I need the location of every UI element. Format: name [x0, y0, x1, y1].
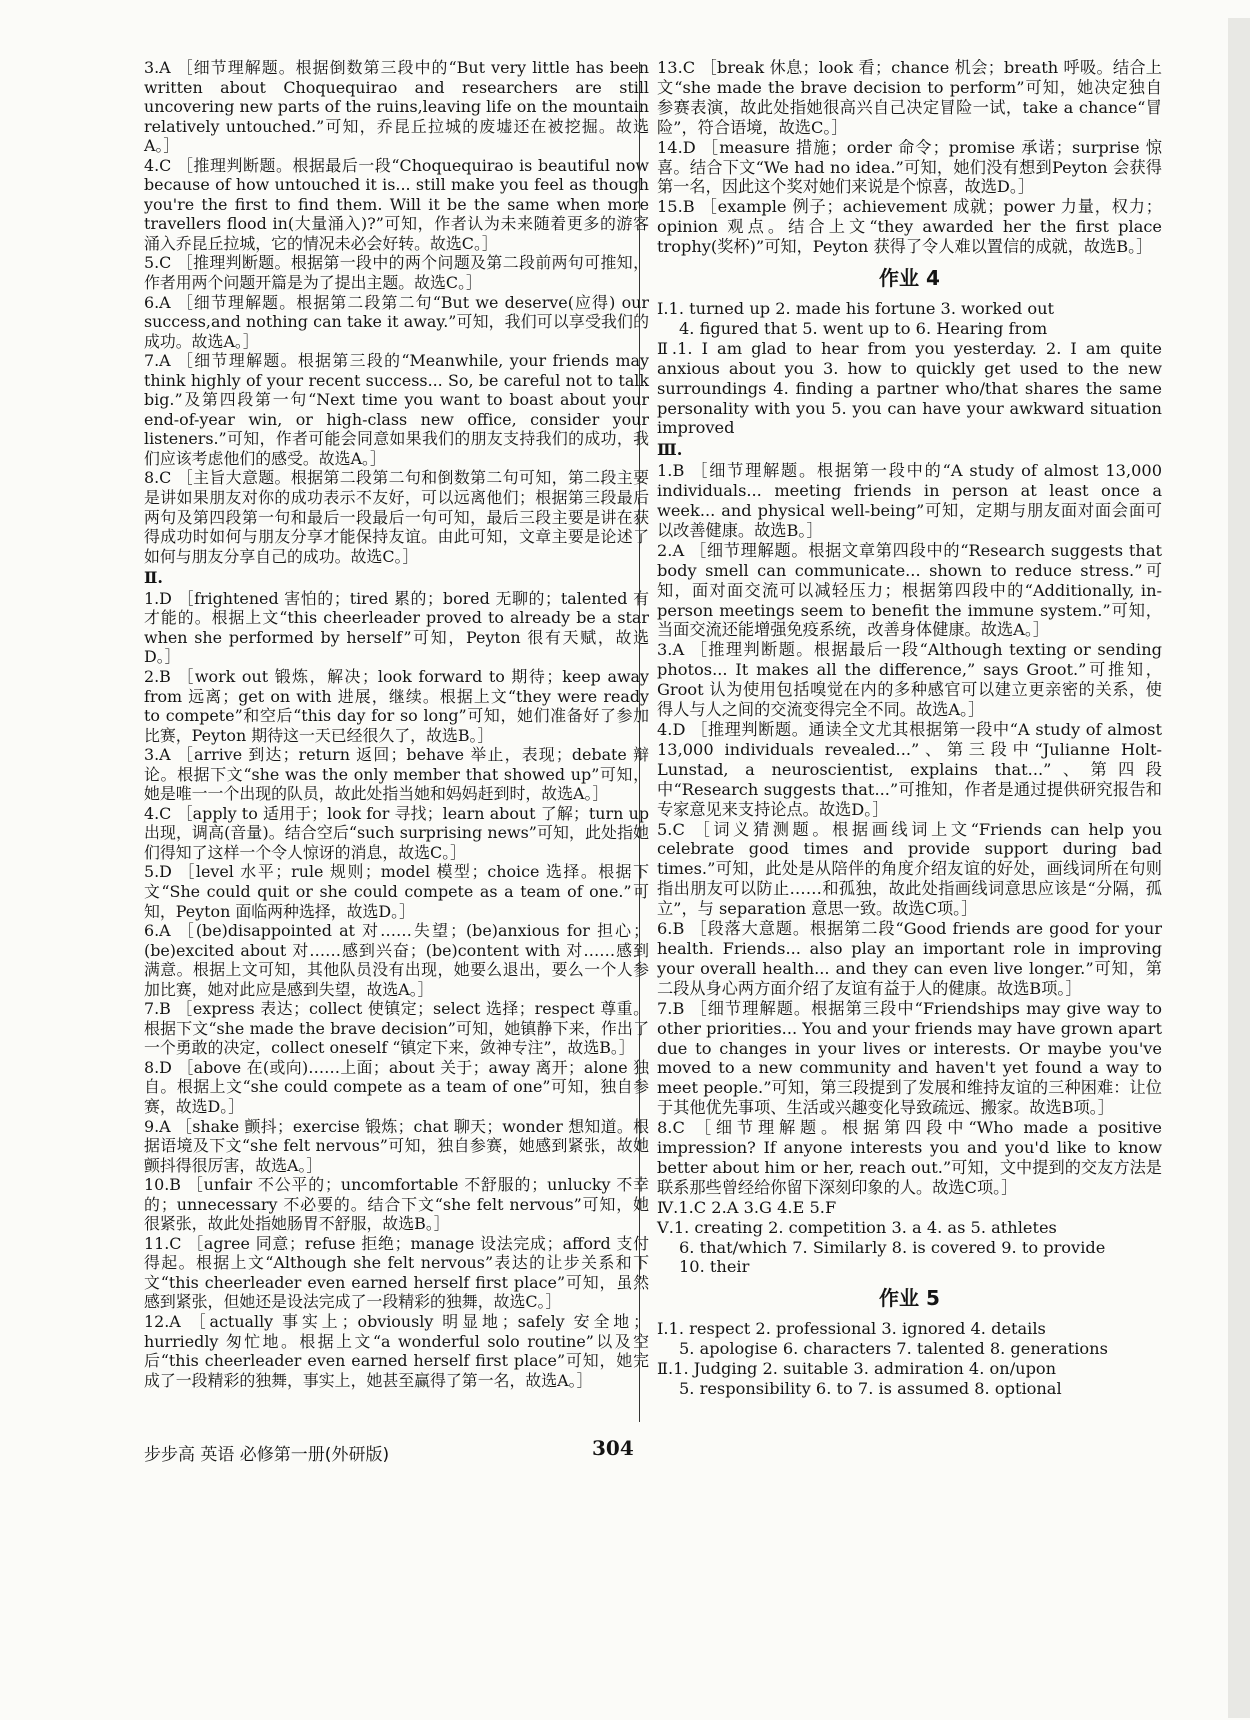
hw5-s2-line-1: 5. responsibility 6. to 7. is assumed 8. optional: [679, 1379, 1062, 1398]
section-2-label: Ⅱ.: [144, 568, 163, 588]
answer-item: 1.D ［frightened 害怕的；tired 累的；bored 无聊的；talented 有才能的。根据上文“this cheerleader proved to already be a star when she performed by herself”可知，Peyton 很有天赋，故选D。］: [144, 588, 649, 667]
answer-item: 7.B ［细节理解题。根据第三段中“Friendships may give way to other priorities... You and your friends may have grown apart due to changes in your lives or interests. Or maybe you've moved to a new community and haven't yet found a way to meet people.”可知，第三段提到了发展和维持友谊的三种困难：让位于其他优先事项、生活或兴趣变化导致疏远、搬家。故选B项。］: [657, 998, 1162, 1118]
hw5-section-1-label: Ⅰ.: [657, 1319, 669, 1339]
answer-item: 10.B ［unfair 不公平的；uncomfortable 不舒服的；unlucky 不幸的；unnecessary 不必要的。结合下文“she felt nervous”可知，她很紧张，故此处指她肠胃不舒服，故选B。］: [144, 1175, 649, 1234]
answer-item: 4.C ［apply to 适用于；look for 寻找；learn about 了解；turn up 出现，调高(音量)。结合空后“such surprising news”可知，此处指她们得知了这样一个令人惊讶的消息，故选C。］: [144, 803, 649, 862]
hw4-s1-line-0: 1. turned up 2. made his fortune 3. worked out: [668, 298, 1055, 318]
answer-item: 6.A ［(be)disappointed at 对……失望；(be)anxious for 担心；(be)excited about 对……感到兴奋；(be)content with 对……感到满意。根据上文可知，其他队员没有出现，她要么退出，要么一个人参加比赛，她对此应是感到失望，故选A。］: [144, 921, 649, 999]
homework-4-title: 作业 4: [879, 266, 940, 291]
hw5-section-2-label: Ⅱ.: [657, 1359, 674, 1379]
book-title-footer: 步步高 英语 必修第一册(外研版): [144, 1445, 390, 1465]
homework-5-title: 作业 5: [879, 1286, 940, 1311]
answer-item: 8.D ［above 在(或向)……上面；about 关于；away 离开；alone 独自。根据上文“she could compete as a team of one”可知，独自参赛，故选D。］: [144, 1057, 649, 1116]
answer-item: 9.A ［shake 颤抖；exercise 锻炼；chat 聊天；wonder 想知道。根据语境及下文“she felt nervous”可知，独自参赛，她感到紧张，故她颤抖得很厉害，故选A。］: [144, 1116, 649, 1175]
hw4-s5-line-1: 6. that/which 7. Similarly 8. is covered 9. to provide: [679, 1237, 1106, 1257]
answer-item: 1.B ［细节理解题。根据第一段中的“A study of almost 13,000 individuals... meeting friends in person at least once a week... and physical well-being”可知，定期与朋友面对面会面可以改善健康。故选B。］: [657, 461, 1162, 540]
page-edge-shadow: [1228, 18, 1250, 1718]
answer-item: 5.C ［词义猜测题。根据画线词上文“Friends can help you celebrate good times and provide support during bad times.”可知，此处是从陪伴的角度介绍友谊的好处，画线词所在句则指出朋友可以防止……和孤独，故此处指画线词意思应该是“分隔，孤立”，与 separation 意思一致。故选C项。］: [657, 819, 1162, 919]
right-column: [657, 58, 1162, 1399]
answer-item: 4.C ［推理判断题。根据最后一段“Choquequirao is beautiful now because of how untouched it is... still make you feel as though you're the first to find them. Will it be the same when more travellers flood in(大量涌入)?”可知，作者认为未来随着更多的游客涌入乔昆丘拉城，它的情况未必会好转。故选C。］: [144, 155, 649, 253]
answer-item: 14.D ［measure 措施；order 命令；promise 承诺；surprise 惊喜。结合下文“We had no idea.”可知，她们没有想到Peyton 会获得第一名，因此这个奖对她们来说是个惊喜，故选D。］: [657, 137, 1162, 197]
answer-item: 13.C ［break 休息；look 看；chance 机会；breath 呼吸。结合上文“she made the brave decision to perform”可知，她决定独自参赛表演，故此处指她很高兴自己决定冒险一试，take a chance“冒险”，符合语境，故选C。］: [657, 58, 1162, 137]
hw4-s2-line-0: 1. I am glad to hear from you yesterday. 2. I am quite anxious about you 3. how to quickly get used to the new surroundings 4. finding a partner who/that shares the same personality with you 5. you can have your awkward situation improved: [657, 338, 1162, 438]
hw4-section-1: [657, 299, 1162, 319]
hw4-s1-line-1: 4. figured that 5. went up to 6. Hearing from: [679, 318, 1048, 338]
answer-item: 6.B ［段落大意题。根据第二段“Good friends are good for your health. Friends... also play an important role in improving your overall health... and they can even live longer.”可知，第二段从身心两方面介绍了友谊有益于人的健康。故选B项。］: [657, 919, 1162, 998]
answer-item: 12.A ［actually 事实上；obviously 明显地；safely 安全地；hurriedly 匆忙地。根据上文“a wonderful solo routine”以及空后“this cheerleader even earned herself first place”可知，她完成了一段精彩的独舞，事实上，她甚至赢得了第一名，故选A。］: [144, 1312, 649, 1390]
hw4-section-1-label: Ⅰ.: [657, 298, 669, 318]
answer-item: 2.A ［细节理解题。根据文章第四段中的“Research suggests that body smell can communicate... shown to reduce stress.”可知，面对面交流可以减轻压力；根据第四段中的“Additionally, in-person meetings seem to benefit the immune system.”可知，当面交流还能增强免疫系统，改善身体健康。故选A。］: [657, 540, 1162, 640]
page-number: 304: [592, 1436, 634, 1460]
hw5-section-2: [657, 1359, 1162, 1379]
hw5-section-1: [657, 1319, 1162, 1339]
hw4-s5-line-2: 10. their: [679, 1257, 750, 1277]
answer-item: 15.B ［example 例子；achievement 成就；power 力量，权力；opinion 观点。结合上文“they awarded her the first place trophy(奖杯)”可知，Peyton 获得了令人难以置信的成就，故选B。］: [657, 197, 1162, 257]
hw4-section-5: [657, 1218, 1162, 1238]
column-divider: [639, 62, 640, 1422]
answer-item: 3.A ［推理判断题。根据最后一段“Although texting or sending photos... It makes all the difference,” says Groot.”可推知，Groot 认为使用包括嗅觉在内的多种感官可以建立更亲密的关系，使得人与人之间的交流变得完全不同。故选A。］: [657, 640, 1162, 720]
answer-item: 8.C ［主旨大意题。根据第二段第二句和倒数第二句可知，第二段主要是讲如果朋友对你的成功表示不友好，可以远离他们；根据第三段最后两句及第四段第一句和最后一段最后一句可知，最后三段主要是讲在获得成功时如何与朋友分享才能保持友谊。由此可知，文章主要是论述了如何与朋友分享自己的成功。故选C。］: [144, 468, 649, 566]
hw5-s2-line-0: 1. Judging 2. suitable 3. admiration 4. on/upon: [673, 1359, 1057, 1379]
hw4-section-5-label: Ⅴ.: [657, 1217, 674, 1237]
answer-item: 4.D ［推理判断题。通读全文尤其根据第一段中“A study of almost 13,000 individuals revealed...”、第三段中“Julianne Holt-Lunstad, a neuroscientist, explains that...”、第四段中“Research suggests that...”可推知，作者是通过提供研究报告和专家意见来支持论点。故选D。］: [657, 720, 1162, 819]
answer-item: 3.A ［细节理解题。根据倒数第三段中的“But very little has been written about Choquequirao and researchers are still uncovering new parts of the ruins,leaving life on the mountain relatively untouched.”可知，乔昆丘拉城的废墟还在被挖掘。故选A。］: [144, 58, 649, 156]
answer-item: 11.C ［agree 同意；refuse 拒绝；manage 设法完成；afford 支付得起。根据上文“Although she felt nervous”表达的让步关系和下文“this cheerleader even earned herself first place”可知，虽然感到紧张，但她还是设法完成了一段精彩的独舞，故选C。］: [144, 1233, 649, 1312]
answer-item: 5.D ［level 水平；rule 规则；model 模型；choice 选择。根据下文“She could quit or she could compete as a team of one.”可知，Peyton 面临两种选择，故选D。］: [144, 862, 649, 921]
answer-item: 6.A ［细节理解题。根据第二段第二句“But we deserve(应得) our success,and nothing can take it away.”可知，我们可以享受我们的成功。故选A。］: [144, 292, 649, 351]
answer-item: 2.B ［work out 锻炼，解决；look forward to 期待；keep away from 远离；get on with 进展，继续。根据上文“they were ready to compete”和空后“this day for so long”可知，她们准备好了参加比赛，Peyton 期待这一天已经很久了，故选B。］: [144, 666, 649, 745]
hw5-s1-line-1: 5. apologise 6. characters 7. talented 8. generations: [679, 1339, 1108, 1359]
answer-item: 8.C ［细节理解题。根据第四段中“Who made a positive impression? If anyone interests you and you'd like to know better about him or her, reach out.”可知，文中提到的交友方法是联系那些曾经给你留下深刻印象的人。故选C项。］: [657, 1118, 1162, 1197]
hw4-section-3-label: Ⅲ.: [657, 440, 683, 460]
hw4-s4-line: 1.C 2.A 3.G 4.E 5.F: [678, 1197, 837, 1217]
hw5-s1-line-0: 1. respect 2. professional 3. ignored 4. details: [668, 1319, 1046, 1339]
hw4-section-4: [657, 1198, 1162, 1218]
hw4-section-4-label: Ⅳ.: [657, 1197, 679, 1217]
answer-item: 5.C ［推理判断题。根据第一段中的两个问题及第二段前两句可推知，作者用两个问题开篇是为了提出主题。故选C。］: [144, 253, 649, 293]
hw4-section-2-label: Ⅱ.: [657, 338, 678, 358]
answer-item: 3.A ［arrive 到达；return 返回；behave 举止，表现；debate 辩论。根据下文“she was the only member that showed up”可知，她是唯一一个出现的队员，故此处指当她和妈妈赶到时，故选A。］: [144, 745, 649, 804]
hw4-section-2: [657, 339, 1162, 439]
left-column: [144, 58, 649, 1390]
answer-item: 7.B ［express 表达；collect 使镇定；select 选择；respect 尊重。根据下文“she made the brave decision”可知，她镇静下来，作出了一个勇敢的决定，collect oneself “镇定下来，敛神专注”，故选B。］: [144, 999, 649, 1058]
answer-item: 7.A ［细节理解题。根据第三段的“Meanwhile, your friends may think highly of your recent success... So, be careful not to talk big.”及第四段第一句“Next time you want to boast about your end-of-year win, or high-class new office, consider your listeners.”可知，作者可能会同意如果我们的朋友支持我们的成功，我们应该考虑他们的感受。故选A。］: [144, 351, 649, 468]
hw4-s5-line-0: 1. creating 2. competition 3. a 4. as 5. athletes: [673, 1217, 1057, 1237]
